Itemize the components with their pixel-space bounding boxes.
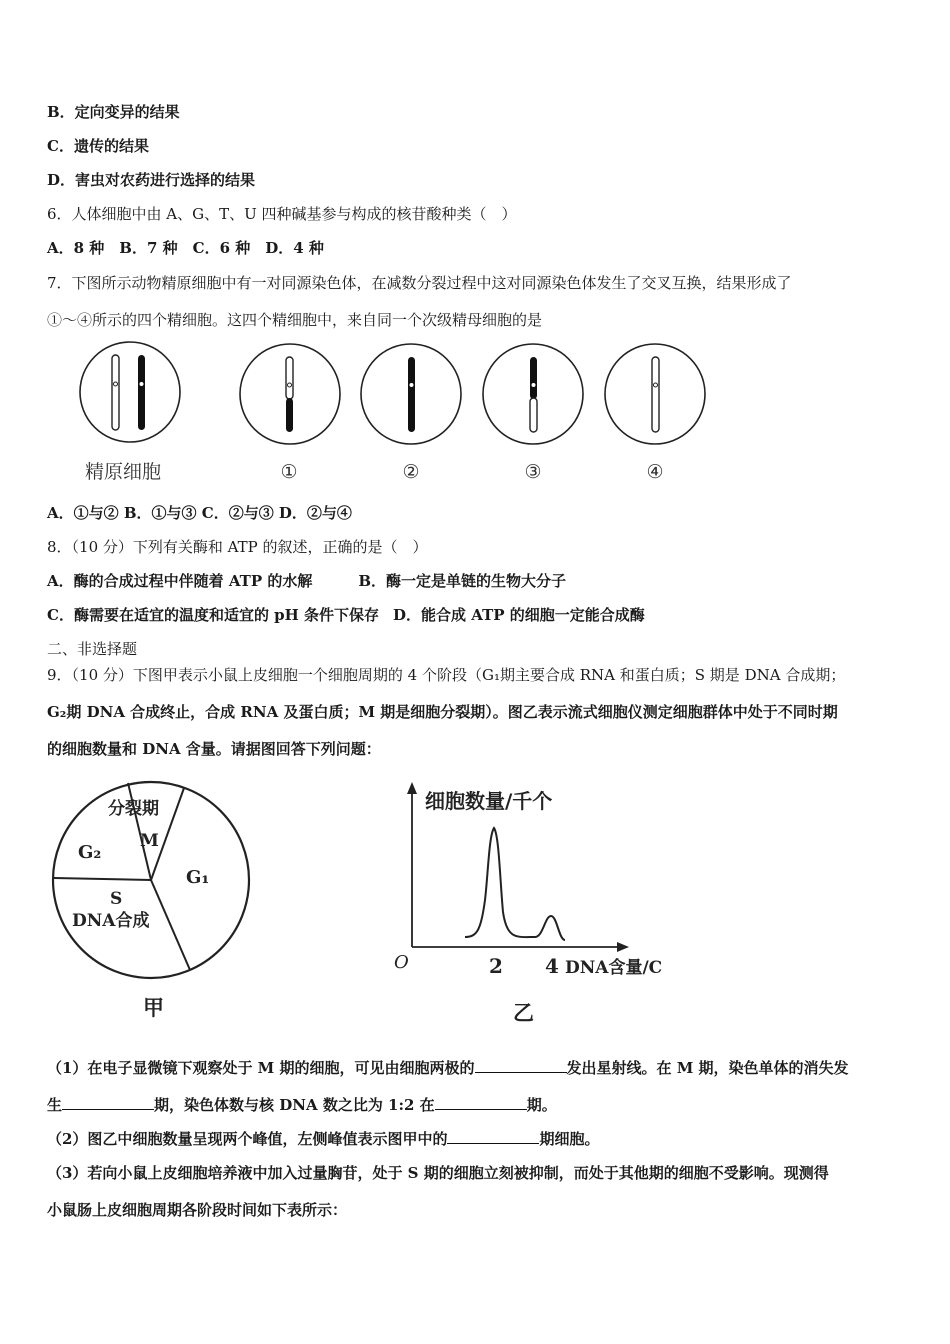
q7-stem-line1: 7．下图所示动物精原细胞中有一对同源染色体，在减数分裂过程中这对同源染色体发生了交叉互换，结果形成了 — [47, 274, 792, 292]
answer-blank-1[interactable] — [475, 1058, 567, 1073]
q9-sub1-line2 — [47, 1094, 557, 1116]
answer-blank-2[interactable] — [62, 1095, 154, 1110]
q8-stem: 8．（10 分）下列有关酶和 ATP 的叙述，正确的是（ ） — [47, 538, 428, 556]
q9-sub1-line1 — [47, 1057, 849, 1079]
q9-sub3-line2: 小鼠肠上皮细胞周期各阶段时间如下表所示： — [47, 1201, 348, 1219]
curve-origin: O — [394, 952, 409, 973]
pie-label-s-sub: DNA合成 — [72, 911, 150, 931]
q8-option-a: A．酶的合成过程中伴随着 ATP 的水解 — [47, 572, 313, 590]
curve-caption: 乙 — [513, 1000, 534, 1025]
q6-stem: 6．人体细胞中由 A、G、T、U 四种碱基参与构成的核苷酸种类（ ） — [47, 205, 517, 223]
cell-cycle-pie-figure — [48, 780, 258, 1030]
q9-stem-line1: 9．（10 分）下图甲表示小鼠上皮细胞一个细胞周期的 4 个阶段（G₁期主要合成 RNA 和蛋白质；S 期是 DNA 合成期； — [47, 666, 846, 684]
curve-xtick-2: 2 — [489, 954, 503, 978]
answer-blank-3[interactable] — [435, 1095, 527, 1110]
q9-sub2-text-a: （2）图乙中细胞数量呈现两个峰值，左侧峰值表示图甲中的 — [47, 1130, 448, 1148]
pie-label-g1: G₁ — [186, 867, 210, 888]
q9-sub1-text-d: 期，染色体数与核 DNA 数之比为 1:2 在 — [154, 1096, 435, 1114]
answer-blank-4[interactable] — [447, 1129, 539, 1144]
pie-label-m-top: 分裂期 — [108, 799, 159, 819]
q5-option-c: C．遗传的结果 — [47, 137, 149, 155]
sperm-cell-3 — [483, 344, 583, 444]
q5-option-b: B．定向变异的结果 — [47, 103, 180, 121]
curve-xlabel: DNA含量/C — [565, 958, 663, 978]
q8-option-d: D．能合成 ATP 的细胞一定能合成酶 — [393, 606, 645, 624]
label-cell-4: ④ — [646, 461, 664, 483]
q8-option-c: C．酶需要在适宜的温度和适宜的 pH 条件下保存 — [47, 606, 380, 624]
q6-options: A．8 种 B．7 种 C．6 种 D．4 种 — [47, 239, 324, 257]
q9-sub1-text-e: 期。 — [526, 1096, 557, 1114]
q7-options: A．①与② B．①与③ C．②与③ D．②与④ — [47, 504, 352, 522]
label-spermatogonium: 精原细胞 — [85, 461, 162, 483]
q9-sub2-text-b: 期细胞。 — [539, 1130, 600, 1148]
q9-sub1-text-a: （1）在电子显微镜下观察处于 M 期的细胞，可见由细胞两极的 — [47, 1059, 475, 1077]
pie-label-g2: G₂ — [78, 842, 102, 863]
q7-chromosome-figure — [75, 338, 710, 490]
q9-stem-line3: 的细胞数量和 DNA 含量。请据图回答下列问题： — [47, 740, 381, 758]
q8-option-b: B．酶一定是单链的生物大分子 — [358, 572, 567, 590]
q9-stem-line2: G₂期 DNA 合成终止，合成 RNA 及蛋白质；M 期是细胞分裂期）。图乙表示流式细胞仪测定细胞群体中处于不同时期 — [47, 703, 838, 721]
sperm-cell-1 — [240, 344, 340, 444]
q9-sub2-line — [47, 1128, 599, 1150]
pie-label-s: S — [110, 889, 123, 909]
q5-option-d: D．害虫对农药进行选择的结果 — [47, 171, 256, 189]
q8-options-row1 — [47, 570, 566, 592]
dna-content-curve-figure — [385, 780, 705, 1030]
curve-xtick-4: 4 — [545, 954, 559, 978]
section-title: 二、非选择题 — [47, 640, 138, 658]
q9-sub1-text-b: 发出星射线。在 M 期，染色单体的消失发 — [566, 1059, 849, 1077]
pie-label-m: M — [140, 831, 159, 851]
spermatogonium-cell — [80, 342, 180, 442]
label-cell-3: ③ — [524, 461, 542, 483]
sperm-cell-2 — [361, 344, 461, 444]
q7-stem-line2: ①～④所示的四个精细胞。这四个精细胞中，来自同一个次级精母细胞的是 — [47, 311, 543, 329]
q9-sub1-text-c: 生 — [47, 1096, 63, 1114]
q9-sub3-line1: （3）若向小鼠上皮细胞培养液中加入过量胸苷，处于 S 期的细胞立刻被抑制，而处于其他期的细胞不受影响。现测得 — [47, 1164, 829, 1182]
curve-ylabel: 细胞数量/千个 — [425, 789, 553, 813]
sperm-cell-4 — [605, 344, 705, 444]
label-cell-1: ① — [280, 461, 298, 483]
q8-options-row2 — [47, 604, 645, 626]
pie-caption: 甲 — [143, 995, 164, 1020]
label-cell-2: ② — [402, 461, 420, 483]
